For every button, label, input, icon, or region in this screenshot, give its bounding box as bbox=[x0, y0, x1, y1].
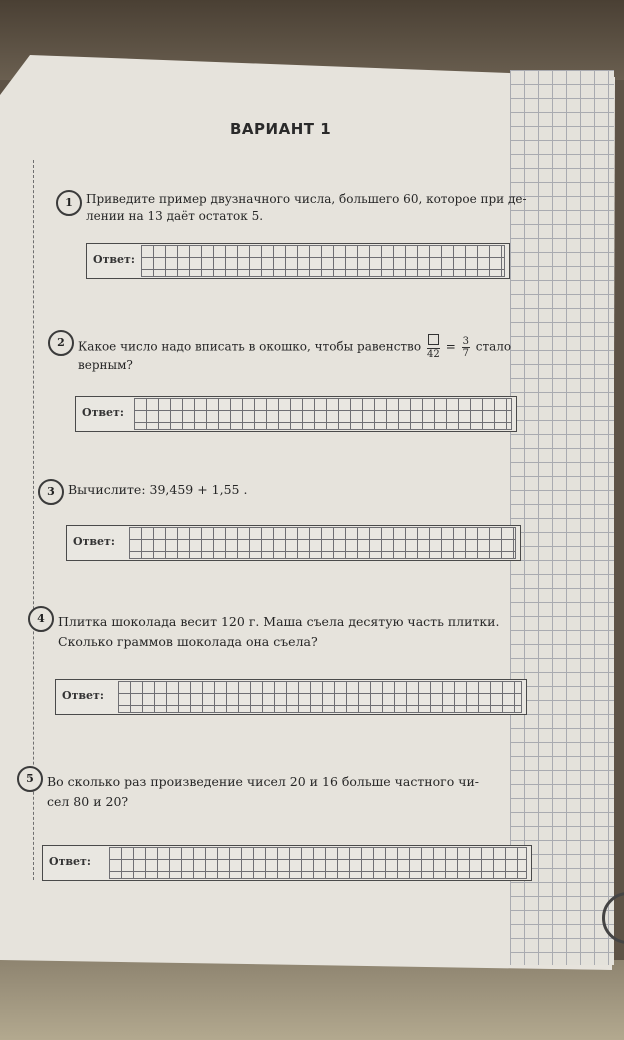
answer-cells-1[interactable] bbox=[141, 245, 505, 277]
answer-box-1 bbox=[86, 243, 510, 279]
page-title: ВАРИАНТ 1 bbox=[230, 120, 332, 138]
task-5-text-line2: сел 80 и 20? bbox=[47, 794, 129, 809]
task-number-1: 1 bbox=[56, 190, 82, 216]
fraction-box-over-42 bbox=[427, 334, 440, 360]
answer-cells-5[interactable] bbox=[109, 847, 527, 879]
answer-cells-2[interactable] bbox=[134, 398, 512, 430]
fraction-3-7 bbox=[462, 336, 470, 359]
answer-label: Ответ: bbox=[73, 535, 115, 548]
answer-cells-4[interactable] bbox=[118, 681, 522, 713]
empty-box-icon bbox=[428, 334, 439, 345]
task-number-5: 5 bbox=[17, 766, 43, 792]
task-3-text: Вычислите: 39,459 + 1,55 . bbox=[68, 482, 248, 497]
task-4-text-line2: Сколько граммов шоколада она съела? bbox=[58, 634, 318, 649]
task-number-3: 3 bbox=[38, 479, 64, 505]
task-2-text-a: Какое число надо вписать в окошко, чтобы равенство bbox=[78, 339, 422, 354]
answer-label: Ответ: bbox=[62, 689, 104, 702]
fraction-numerator-3: 3 bbox=[462, 335, 469, 347]
answer-box-4 bbox=[55, 679, 527, 715]
task-2-text-line2: верным? bbox=[78, 358, 133, 372]
task-2-text-line1 bbox=[78, 334, 511, 360]
task-1-text-line2: лении на 13 даёт остаток 5. bbox=[86, 209, 264, 223]
answer-cells-3[interactable] bbox=[129, 527, 516, 559]
desk-background-bottom bbox=[0, 960, 624, 1040]
answer-box-3 bbox=[66, 525, 521, 561]
task-5-text-line1: Во сколько раз произведение чисел 20 и 16 больше частного чи- bbox=[47, 774, 480, 789]
task-number-2: 2 bbox=[48, 330, 74, 356]
answer-label: Ответ: bbox=[82, 406, 124, 419]
fraction-denominator-7: 7 bbox=[462, 347, 469, 359]
answer-box-2 bbox=[75, 396, 517, 432]
task-4-text-line1: Плитка шоколада весит 120 г. Маша съела десятую часть плитки. bbox=[58, 614, 500, 629]
equals-sign: = bbox=[445, 339, 456, 354]
fraction-denominator-42: 42 bbox=[427, 349, 440, 360]
answer-box-5 bbox=[42, 845, 532, 881]
task-2-text-b: стало bbox=[475, 339, 512, 354]
answer-label: Ответ: bbox=[93, 253, 135, 266]
answer-label: Ответ: bbox=[49, 855, 91, 868]
task-number-4: 4 bbox=[28, 606, 54, 632]
task-1-text-line1: Приведите пример двузначного числа, большего 60, которое при де- bbox=[86, 192, 527, 206]
